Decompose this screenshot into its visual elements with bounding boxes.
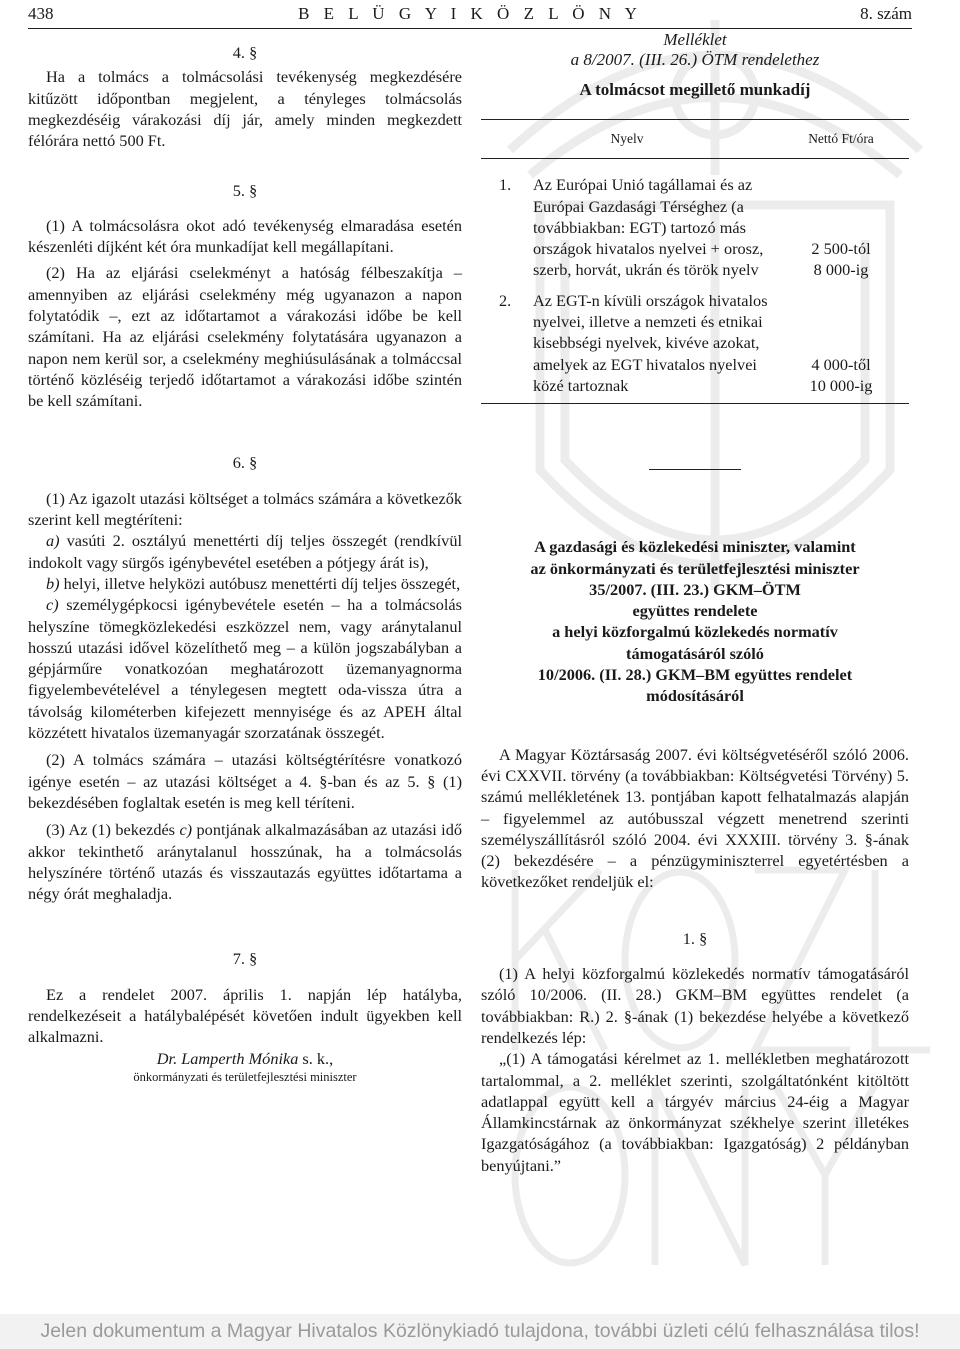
fee-from: 4 000-től: [811, 354, 871, 374]
row-languages: Az Európai Unió tagállamai és az Európai Gazdasági Térséghez (a továbbiakban: EGT) tartozó más országok hivatalos nyelvei + orosz, szerb, horvát, ukrán és török nyelv: [533, 175, 764, 280]
section-6-item-a: [28, 530, 462, 573]
section-4-paragraph: Ha a tolmács a tolmácsolási tevékenység megkezdésére kitűzött időpontban megjelent, a tényleges tolmácsolás megkezdéséig várakozási díj jár, amely minden megkezdett félórára nettó 500 Ft.: [28, 67, 462, 151]
row-fee: [773, 159, 909, 281]
annex-label: Melléklet: [663, 30, 727, 49]
item-a-text: vasúti 2. osztályú menettérti díj teljes összegét (rendkívül indokolt vagy sürgős igénybevétel esetében a pótjegy árát is),: [28, 531, 462, 572]
paragraph-3-c-ref: c): [179, 820, 193, 840]
column-header-fee: Nettó Ft/óra: [773, 120, 909, 159]
section-6-item-b: [28, 573, 462, 594]
item-b-text: helyi, illetve helyközi autóbusz menettérti díj teljes összegét,: [59, 573, 461, 593]
section-1-heading: 1. §: [682, 928, 708, 948]
annex-title: A tolmácsot megillető munkadíj: [579, 80, 811, 99]
paragraph-3-start: (3) Az (1) bekezdés: [46, 820, 180, 840]
section-6-paragraph-1: (1) Az igazolt utazási költséget a tolmács számára a következők szerint kell megtéríteni:: [28, 488, 462, 530]
section-5-heading: 5. §: [232, 181, 258, 201]
section-6-item-c: [28, 594, 462, 743]
section-7-paragraph: Ez a rendelet 2007. április 1. napján lép hatályba, rendelkezéseit a hatálybalépését követően indult ügyekben kell alkalmazni.: [28, 984, 462, 1047]
paragraph-3-end: pontjának alkalmazásában az utazási idő akkor tekinthető aránytalanul hosszúnak, ha a tolmácsolás helyszínére történő utazás és visszautazás együttes időtartama a négy órát meghaladja.: [28, 820, 462, 904]
signer-name: Dr. Lamperth Mónika: [156, 1048, 299, 1068]
item-a-label: a): [46, 531, 60, 551]
decree-title-line: támogatásáról szóló: [626, 643, 764, 663]
row-number: 2.: [481, 281, 533, 404]
fee-to: 8 000-ig: [813, 260, 869, 280]
signature: [28, 1048, 462, 1069]
decree-body: [481, 744, 909, 1176]
preamble-paragraph: A Magyar Köztársaság 2007. évi költségvetéséről szóló 2006. évi CXXVII. törvény (a továbbiakban: Költségvetési Törvény) 5. számú mellékletének 13. pontjában kapott felhatalmazás alapján – figyelemmel az autóbusszal végzett menetrend szerinti személyszállításról szóló 2004. évi XXXIII. törvény 3. §-ának (2) bekezdésére – a pénzügyminiszterrel egyetértésben a következőket rendeljük el:: [481, 744, 909, 892]
right-column: [481, 30, 909, 1176]
header-rule: [28, 28, 912, 29]
fee-from: 2 500-tól: [811, 239, 871, 259]
decree-title-line: módosításáról: [646, 686, 744, 706]
item-b-label: b): [46, 573, 60, 593]
row-languages: Az EGT-n kívüli országok hivatalos nyelvei, illetve a nemzeti és etnikai kisebbségi nyelvek, kivéve azokat, amelyek az EGT hivatalos nyelvei közé tartoznak: [533, 281, 773, 404]
decree-title: [481, 536, 909, 706]
page-header: [28, 4, 912, 30]
section-6-paragraph-3: [28, 819, 462, 904]
section-5-paragraph-1: (1) A tolmácsolásra okot adó tevékenység elmaradása esetén készenléti díjként két óra munkadíjat kell megállapítani.: [28, 215, 462, 257]
separator-rule: [649, 469, 741, 470]
decree-title-line: 10/2006. (II. 28.) GKM–BM együttes rendelet: [537, 665, 853, 685]
decree-title-line: az önkormányzati és területfejlesztési miniszter: [530, 558, 860, 578]
table-row: [481, 281, 909, 404]
column-header-language: Nyelv: [481, 120, 773, 159]
annex-reference: a 8/2007. (III. 26.) ÖTM rendelethez: [570, 50, 820, 69]
left-column: [28, 30, 462, 1086]
signer-suffix: s. k.,: [298, 1048, 334, 1068]
page-number: 438: [28, 4, 54, 23]
item-c-text: személygépkocsi igénybevétele esetén – ha a tolmácsolás helyszíne tömegközlekedési eszközzel nem, vagy aránytalanul hosszú utazási idővel közelíthető meg – a külön jogszabályban a gépjárműre vonatkozóan meghatározott üzemanyagnorma figyelembevételével a ténylegesen megtett oda-vissza útra a távolság kilométerben kifejezett mennyisége és az APEH által közzétett hivatalos üzemanyagár szorzatának összegét.: [28, 595, 462, 743]
section-4-heading: 4. §: [232, 43, 258, 62]
decree-title-line: együttes rendelete: [632, 601, 758, 621]
section-6-heading: 6. §: [232, 453, 258, 473]
decree-title-line: 35/2007. (III. 23.) GKM–ÖTM: [589, 579, 801, 599]
section-6-paragraph-2: (2) A tolmács számára – utazási költségtérítésre vonatkozó igénye esetén – az utazási költséget a 4. §-ban és az 5. § (1) bekezdésében foglaltak esetén is meg kell téríteni.: [28, 750, 462, 812]
footer-notice: Jelen dokumentum a Magyar Hivatalos Közlönykiadó tulajdona, további üzleti célú felhasználása tilos!: [40, 1320, 920, 1342]
row-number: 1.: [499, 175, 512, 195]
fee-to: 10 000-ig: [809, 375, 873, 395]
fee-table: [481, 119, 909, 404]
section-1-paragraph-2: „(1) A támogatási kérelmet az 1. mellékletben meghatározott tartalommal, a 2. melléklet szerinti, szolgáltatónként kitöltött adatlappal együtt kell a tárgyév március 24-éig a Magyar Államkincstárnak az önkormányzat székhelye szerint illetékes Igazgatóságához (a továbbiakban: Igazgatóság) 2 példányban benyújtani.”: [481, 1049, 909, 1175]
table-row: [481, 159, 909, 281]
section-7-heading: 7. §: [232, 949, 258, 969]
section-5-paragraph-2: (2) Ha az eljárási cselekményt a hatóság félbeszakítja – amennyiben az eljárási cselekmény még ugyanazon a napon folytatódik –, ezt az időtartamot a várakozási időbe be kell számítani. Ha az eljárási cselekmény folytatására ugyanazon a napon nem kerül sor, a cselekmény meghiúsulásának a tolmáccsal történő közléséig terjedő időtartamot a várakozási időbe szintén be kell számítani.: [28, 263, 462, 411]
publication-title: B E L Ü G Y I K Ö Z L Ö N Y: [298, 4, 642, 23]
item-c-label: c): [46, 595, 59, 615]
row-fee: [773, 281, 909, 404]
section-1-paragraph-1: (1) A helyi közforgalmú közlekedés normatív támogatásáról szóló 10/2006. (II. 28.) GKM–BM együttes rendelet (a továbbiakban: R.) 2. §-ának (1) bekezdése helyébe a következő rendelkezés lép:: [481, 964, 909, 1047]
decree-title-line: a helyi közforgalmú közlekedés normatív: [552, 622, 838, 642]
decree-title-line: A gazdasági és közlekedési miniszter, valamint: [534, 537, 856, 557]
issue-number: 8. szám: [860, 4, 912, 23]
signer-title: önkormányzati és területfejlesztési miniszter: [133, 1069, 357, 1084]
